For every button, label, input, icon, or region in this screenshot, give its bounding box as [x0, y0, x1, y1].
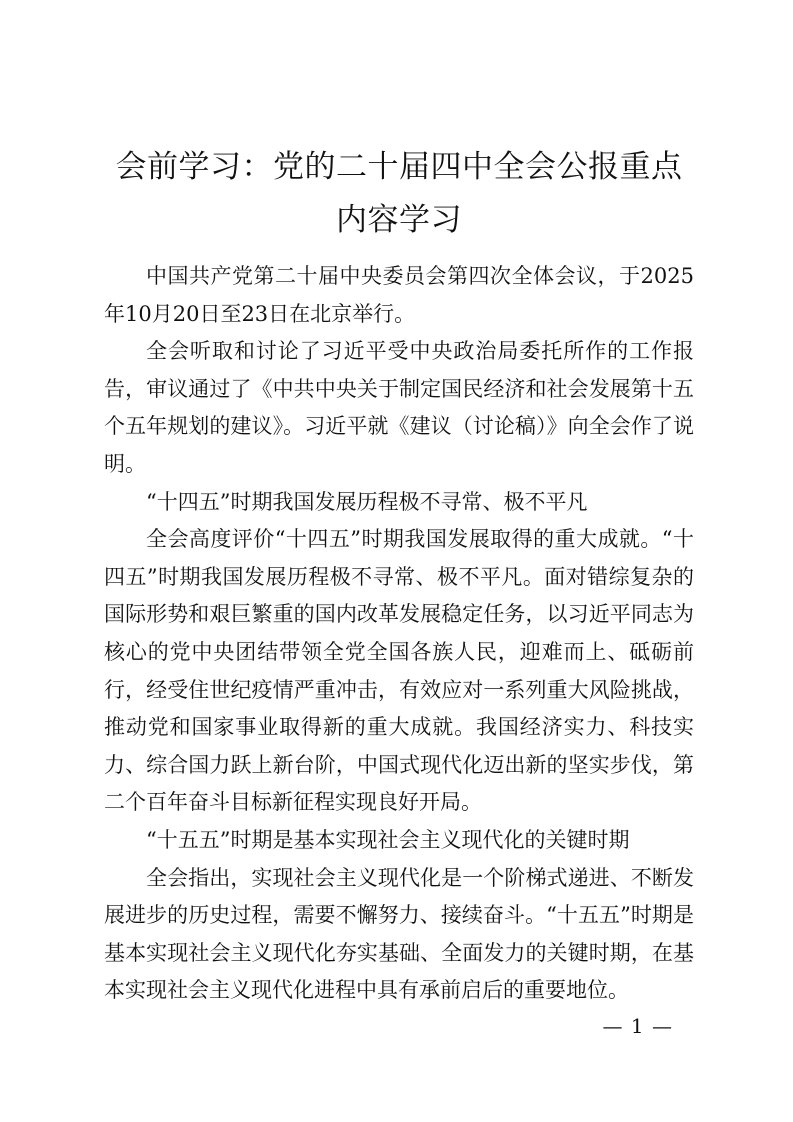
paragraph-fourteenth-plan-achievements: 全会高度评价“十四五”时期我国发展取得的重大成就。“十四五”时期我国发展历程极不寻常、极不平凡。面对错综复杂的国际形势和艰巨繁重的国内改革发展稳定任务，以习近平同志为核心的党中央团结带领全党全国各族人民，迎难而上、砥砺前行，经受住世纪疫情严重冲击，有效应对一系列重大风险挑战，推动党和国家事业取得新的重大成就。我国经济实力、科技实力、综合国力跃上新台阶，中国式现代化迈出新的坚实步伐，第二个百年奋斗目标新征程实现良好开局。 — [104, 527, 694, 815]
page-number: — 1 — — [602, 1014, 673, 1038]
paragraph-meeting-info: 中国共产党第二十届中央委员会第四次全体会议，于2025年10月20日至23日在北京举行。 — [104, 264, 694, 326]
document-body — [104, 258, 694, 1010]
section-heading-fourteenth-plan: “十四五”时期我国发展历程极不寻常、极不平凡 — [146, 489, 588, 514]
paragraph-fifteenth-plan-importance: 全会指出，实现社会主义现代化是一个阶梯式递进、不断发展进步的历史过程，需要不懈努力、接续奋斗。“十五五”时期是基本实现社会主义现代化夯实基础、全面发力的关键时期，在基本实现社会主义现代化进程中具有承前启后的重要地位。 — [104, 865, 694, 1003]
paragraph-report-review: 全会听取和讨论了习近平受中央政治局委托所作的工作报告，审议通过了《中共中央关于制定国民经济和社会发展第十五个五年规划的建议》。习近平就《建议（讨论稿）》向全会作了说明。 — [104, 339, 694, 476]
page-title: 会前学习：党的二十届四中全会公报重点内容学习 — [115, 149, 683, 238]
section-heading-fifteenth-plan: “十五五”时期是基本实现社会主义现代化的关键时期 — [146, 827, 630, 852]
